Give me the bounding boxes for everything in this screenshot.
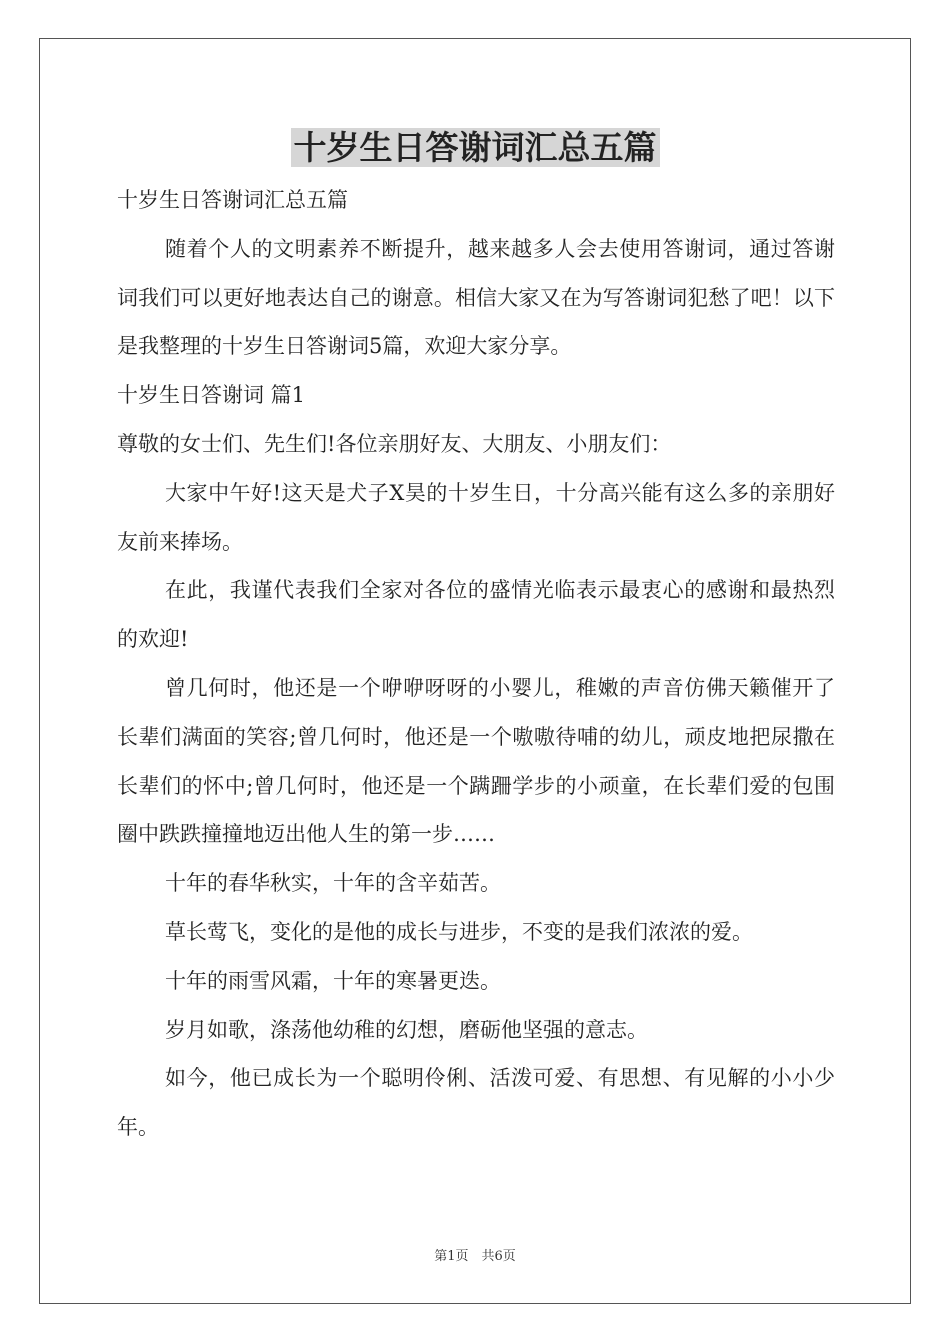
section-heading: 十岁生日答谢词 篇1 xyxy=(117,383,306,408)
document-title xyxy=(0,124,950,172)
paragraph: 在此，我谨代表我们全家对各位的盛情光临表示最衷心的感谢和最热烈的欢迎! xyxy=(117,578,835,652)
paragraph: 曾几何时，他还是一个咿咿呀呀的小婴儿，稚嫩的声音仿佛天籁催开了长辈们满面的笑容;曾几何时，他还是一个嗷嗷待哺的幼儿，顽皮地把尿撒在长辈们的怀中;曾几何时，他还是一个蹒跚学步的小顽童，在长辈们爱的包围圈中跌跌撞撞地迈出他人生的第一步…… xyxy=(117,675,835,847)
document-body xyxy=(117,176,835,1152)
page-footer xyxy=(0,1245,950,1264)
paragraph: 大家中午好!这天是犬子X昊的十岁生日，十分高兴能有这么多的亲朋好友前来捧场。 xyxy=(117,480,835,554)
paragraph: 十年的雨雪风霜，十年的寒暑更迭。 xyxy=(165,968,501,993)
page-number: 第1页 共6页 xyxy=(434,1249,516,1264)
paragraph: 十年的春华秋实，十年的含辛茹苦。 xyxy=(165,871,501,896)
paragraph: 十岁生日答谢词汇总五篇 xyxy=(117,188,348,212)
salutation: 尊敬的女士们、先生们!各位亲朋好友、大朋友、小朋友们： xyxy=(117,431,672,456)
paragraph: 草长莺飞，变化的是他的成长与进步，不变的是我们浓浓的爱。 xyxy=(165,919,753,944)
paragraph: 随着个人的文明素养不断提升，越来越多人会去使用答谢词，通过答谢词我们可以更好地表达自己的谢意。相信大家又在为写答谢词犯愁了吧！以下是我整理的十岁生日答谢词5篇，欢迎大家分享。 xyxy=(117,236,835,359)
paragraph: 如今，他已成长为一个聪明伶俐、活泼可爱、有思想、有见解的小小少年。 xyxy=(117,1066,835,1140)
paragraph: 岁月如歌，涤荡他幼稚的幻想，磨砺他坚强的意志。 xyxy=(165,1017,648,1042)
document-title-text: 十岁生日答谢词汇总五篇 xyxy=(291,128,660,167)
